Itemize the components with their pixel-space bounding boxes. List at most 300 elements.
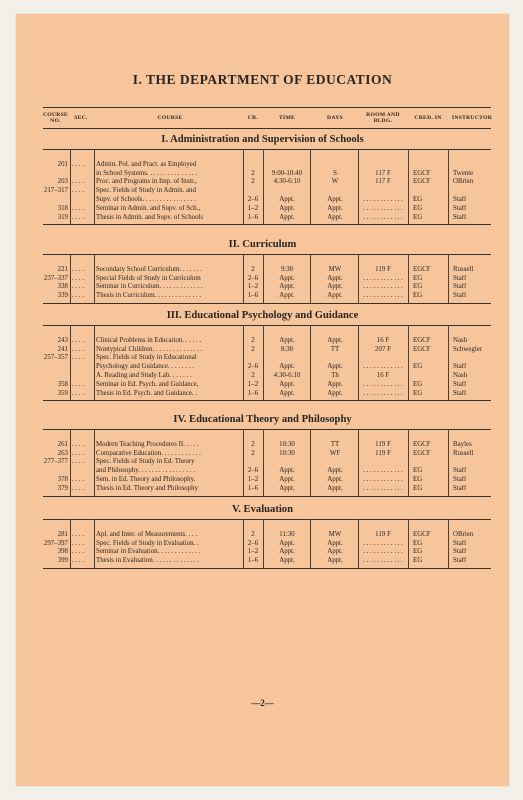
cell-sec (72, 467, 92, 476)
cell-cr: 1–6 (247, 557, 259, 565)
cell-num: 297–397 (43, 539, 68, 547)
cell-num: 243 (57, 336, 68, 344)
section-rule (43, 519, 491, 520)
cell-days: MW (328, 530, 342, 538)
cell-room: 207 F (375, 345, 391, 353)
cell-course: Spec. Fields of Study in Evaluation. . (96, 539, 199, 547)
cell-room: 16 F (376, 372, 390, 379)
cell-instr: Staff (453, 204, 467, 212)
cell-course (96, 257, 244, 266)
cell-cr: 1–2 (247, 380, 259, 388)
cell-time: 4:30-6:10 (273, 178, 301, 186)
section-bottom-rule (43, 496, 491, 497)
cell-num: 398 (57, 548, 68, 556)
cell-sec: . . . . (72, 265, 85, 273)
page-title: I. THE DEPARTMENT OF EDUCATION (132, 72, 393, 87)
catalog-page (16, 14, 509, 786)
column-divider (358, 519, 359, 568)
cell-room (359, 257, 407, 266)
cell-sec: . . . . (72, 283, 85, 291)
column-divider (408, 149, 409, 224)
table-row (43, 458, 491, 467)
cell-course: Spec. Fields of Study in Admin. and (96, 187, 196, 195)
cell-cred: EG (413, 476, 423, 483)
cell-time: Appt. (279, 484, 295, 492)
cell-time: 10:30 (279, 440, 295, 448)
column-divider (94, 325, 95, 400)
column-divider (448, 149, 449, 224)
cell-cred: EGCF (413, 336, 431, 344)
table-row (43, 187, 491, 196)
cell-days: Appt. (327, 484, 343, 492)
cell-sec: . . . . (72, 458, 85, 466)
cell-instr (449, 161, 499, 170)
cell-course: Apl. and Inter. of Measurements. . . . (96, 530, 198, 538)
column-divider (243, 149, 244, 224)
cell-time: Appt. (279, 548, 295, 556)
cell-course: Seminar in Ed. Psych. and Guidance, (96, 380, 199, 388)
cell-sec: . . . . (72, 160, 85, 168)
cell-days: MW (328, 265, 342, 273)
cell-course: Proc. and Programs in Imp. of Instr., (96, 178, 197, 186)
header-instructor: INSTRUCTOR (451, 114, 493, 121)
cell-course: Admin. Pol. and Pract. as Employed (96, 160, 197, 168)
section-title: I. Administration and Supervision of Schools (161, 134, 364, 145)
cell-time: Appt. (279, 196, 295, 203)
cell-cr: 2–6 (247, 196, 259, 203)
page-number: —2— (251, 698, 274, 708)
cell-time (264, 187, 310, 196)
cell-room: 119 F (375, 265, 391, 273)
table-row (43, 441, 491, 450)
cell-instr: Staff (453, 467, 467, 475)
cell-time: 9:00-10:40 (271, 169, 303, 177)
cell-instr: Bayles (453, 440, 472, 448)
cell-time: Appt. (279, 204, 295, 212)
cell-instr (449, 458, 499, 467)
cell-cred: EGCF (413, 265, 431, 273)
section-rule (43, 325, 491, 326)
cell-num (43, 170, 68, 179)
cell-cred (410, 458, 449, 467)
cell-cred: EGCF (413, 440, 431, 448)
cell-cred: EG (413, 213, 423, 221)
cell-sec (72, 328, 92, 337)
cell-cred: EGCF (413, 169, 431, 177)
cell-time: 8:30 (280, 345, 294, 353)
cell-room (359, 187, 407, 196)
cell-time: 4:30-6:10 (273, 372, 301, 379)
cell-instr (449, 257, 499, 266)
cell-days (311, 458, 359, 467)
column-divider (70, 254, 71, 303)
cell-sec: . . . . (72, 476, 85, 483)
column-divider (94, 254, 95, 303)
cell-days: S (333, 169, 337, 177)
cell-num (43, 522, 68, 531)
cell-sec: . . . . (72, 187, 85, 195)
column-divider (243, 325, 244, 400)
cell-cred: EG (413, 467, 423, 475)
table-row (43, 152, 491, 161)
cell-cr: 2 (251, 169, 255, 177)
cell-sec (72, 257, 92, 266)
cell-num (43, 363, 68, 372)
column-divider (448, 254, 449, 303)
cell-instr: Staff (453, 539, 467, 547)
cell-instr (449, 432, 499, 441)
cell-room (359, 161, 407, 170)
cell-course: Spec. Fields of Study in Educational (96, 354, 197, 362)
cell-num: 261 (57, 440, 68, 448)
cell-days (311, 522, 359, 531)
cell-cred (410, 372, 449, 381)
table-row (43, 476, 491, 485)
cell-cr: 1–2 (247, 283, 259, 291)
cell-cred: EGCF (413, 530, 431, 538)
cell-room: . . . . . . . . . . . . (363, 476, 403, 483)
cell-cr: 1–2 (247, 548, 259, 556)
header-course: COURSE (157, 114, 183, 121)
cell-cr (244, 432, 262, 441)
cell-instr: OBrien (453, 530, 474, 538)
cell-course: Seminar in Evaluation. . . . . . . . . . . . . (96, 548, 201, 556)
cell-days (311, 432, 359, 441)
cell-sec: . . . . (72, 274, 85, 282)
cell-sec (72, 372, 92, 381)
cell-room: 117 F (375, 178, 391, 186)
section-title: IV. Educational Theory and Philosophy (173, 414, 352, 425)
cell-room: 119 F (375, 440, 391, 448)
cell-sec (72, 522, 92, 531)
cell-num: 281 (57, 530, 68, 538)
cell-sec (72, 432, 92, 441)
table-row (43, 337, 491, 346)
cell-sec: . . . . (72, 557, 85, 565)
cell-course: Special Fields of Study in Curriculum (96, 274, 201, 282)
cell-days (311, 328, 359, 337)
cell-cr: 1–2 (247, 204, 259, 212)
cell-course (96, 432, 244, 441)
table-row (43, 381, 491, 390)
column-divider (263, 519, 264, 568)
cell-sec (72, 196, 92, 205)
column-header-row (43, 107, 491, 129)
cell-days: Appt. (327, 292, 343, 300)
cell-instr: Staff (453, 213, 467, 221)
section-bottom-rule (43, 224, 491, 225)
cell-course: Nontypical Children. . . . . . . . . . . . . . . (96, 345, 203, 353)
table-row (43, 363, 491, 372)
header-course-no: COURSE NO. (42, 111, 69, 124)
cell-cred: EG (413, 363, 423, 371)
cell-cred: EG (413, 548, 423, 556)
cell-days: Appt. (327, 274, 343, 282)
cell-instr: Nash (453, 372, 468, 379)
column-divider (94, 429, 95, 496)
table-row (43, 540, 491, 549)
cell-sec: . . . . (72, 449, 85, 457)
header-room: ROOM AND BLDG. (366, 111, 400, 124)
cell-cr: 2 (251, 372, 255, 379)
cell-days: Appt. (327, 539, 343, 547)
cell-time: Appt. (279, 213, 295, 221)
table-row (43, 178, 491, 187)
cell-time: Appt. (279, 557, 295, 565)
cell-cred: EG (413, 196, 423, 203)
column-divider (263, 325, 264, 400)
cell-time (264, 458, 310, 467)
column-divider (310, 325, 311, 400)
cell-days: Appt. (327, 476, 343, 483)
cell-instr: Staff (453, 557, 467, 565)
cell-cr: 2–6 (247, 467, 259, 475)
cell-time: 10:30 (279, 449, 295, 457)
cell-instr: Nash (453, 336, 468, 344)
cell-cr: 2–6 (247, 274, 259, 282)
cell-room (359, 152, 407, 161)
table-row (43, 390, 491, 399)
cell-cred: EGCF (413, 345, 431, 353)
cell-sec: . . . . (72, 530, 85, 538)
cell-time: Appt. (279, 539, 295, 547)
cell-cred: EG (413, 274, 423, 282)
table-row (43, 467, 491, 476)
cell-course: in School Systems. . . . . . . . . . . . . . . (96, 169, 197, 177)
cell-sec: . . . . (72, 539, 85, 547)
cell-room: . . . . . . . . . . . . (363, 557, 403, 565)
table-row (43, 522, 491, 531)
cell-cr (244, 161, 262, 170)
cell-course: Clinical Problems in Education. . . . . . (96, 336, 202, 344)
cell-cr: 2 (251, 449, 255, 457)
header-sec: SEC. (74, 114, 88, 121)
table-row (43, 283, 491, 292)
column-divider (310, 429, 311, 496)
cell-room: . . . . . . . . . . . . (363, 196, 403, 203)
cell-time: Appt. (279, 274, 295, 282)
table-row (43, 485, 491, 494)
cell-instr: Schwegler (453, 345, 483, 353)
cell-cr: 2 (251, 345, 255, 353)
cell-num: 241 (57, 345, 68, 353)
column-divider (243, 429, 244, 496)
cell-cred (410, 328, 449, 337)
column-divider (70, 149, 71, 224)
cell-instr: Russell (453, 265, 474, 273)
cell-course: Seminar in Curriculum. . . . . . . . . . . . . (96, 283, 203, 291)
column-divider (358, 429, 359, 496)
cell-days: Th (331, 372, 339, 379)
column-divider (408, 519, 409, 568)
table-row (43, 531, 491, 540)
column-divider (310, 519, 311, 568)
header-cred-in: CRED. IN (414, 114, 442, 121)
cell-num: 318 (57, 204, 68, 212)
column-divider (408, 429, 409, 496)
cell-cr (244, 354, 262, 363)
cell-course: Secondary School Curriculum. . . . . . . (96, 265, 202, 273)
column-divider (70, 429, 71, 496)
table-row (43, 257, 491, 266)
cell-room: . . . . . . . . . . . . (363, 283, 403, 291)
cell-days: Appt. (327, 336, 343, 344)
cell-time: Appt. (279, 380, 295, 388)
table-row (43, 354, 491, 363)
cell-room: . . . . . . . . . . . . (363, 484, 403, 492)
cell-course (96, 152, 244, 161)
cell-time (264, 161, 310, 170)
cell-instr: Staff (453, 292, 467, 300)
cell-cr (244, 187, 262, 196)
cell-days: W (331, 178, 339, 186)
cell-cr: 2–6 (247, 363, 259, 371)
cell-course: Sem. in Ed. Theory and Philosophy. (96, 476, 196, 483)
cell-cr: 1–6 (247, 213, 259, 221)
cell-num: 201 (57, 160, 68, 168)
cell-instr: Staff (453, 363, 467, 371)
column-divider (310, 254, 311, 303)
cell-cr: 2 (251, 440, 255, 448)
cell-days (311, 187, 359, 196)
table-row (43, 548, 491, 557)
cell-sec (72, 152, 92, 161)
section-title: V. Evaluation (231, 504, 294, 515)
cell-days: WF (329, 449, 341, 457)
section-bottom-rule (43, 400, 491, 401)
cell-days (311, 152, 359, 161)
column-divider (263, 429, 264, 496)
cell-num (43, 196, 68, 205)
cell-room: . . . . . . . . . . . . (363, 380, 403, 388)
cell-num: 379 (57, 484, 68, 492)
cell-cred (410, 432, 449, 441)
cell-num: 319 (57, 213, 68, 221)
cell-instr (449, 152, 499, 161)
cell-time (264, 354, 310, 363)
cell-time (264, 522, 310, 531)
section-rule (43, 254, 491, 255)
table-row (43, 346, 491, 355)
cell-instr: Staff (453, 196, 467, 203)
cell-course: Spec. Fields of Study in Ed. Theory (96, 458, 195, 466)
cell-cred: EGCF (413, 178, 431, 186)
cell-sec: . . . . (72, 484, 85, 492)
header-time: TIME (278, 114, 296, 121)
section-title: II. Curriculum (228, 239, 297, 250)
cell-cr: 2–6 (247, 539, 259, 547)
cell-course: Comparative Education. . . . . . . . . . . . (96, 449, 201, 457)
cell-course: and Philosophy. . . . . . . . . . . . . . . . . (96, 467, 196, 475)
table-row (43, 292, 491, 301)
column-divider (263, 254, 264, 303)
column-divider (448, 325, 449, 400)
column-divider (94, 149, 95, 224)
cell-cr: 2 (251, 530, 255, 538)
cell-num: 257–357 (43, 354, 68, 362)
cell-sec: . . . . (72, 213, 85, 221)
cell-sec: . . . . (72, 178, 85, 186)
cell-instr (449, 522, 499, 531)
section-rule (43, 429, 491, 430)
cell-instr: Staff (453, 283, 467, 291)
cell-cred (410, 354, 449, 363)
section-bottom-rule (43, 568, 491, 569)
cell-cr: 1–6 (247, 292, 259, 300)
cell-course: Thesis in Evaluation. . . . . . . . . . . . . . (96, 557, 200, 565)
cell-instr (449, 187, 499, 196)
cell-course (96, 328, 244, 337)
cell-room: . . . . . . . . . . . . (363, 539, 403, 547)
cell-cred (410, 161, 449, 170)
cell-cr: 1–2 (247, 476, 259, 483)
column-divider (408, 325, 409, 400)
cell-sec: . . . . (72, 345, 85, 353)
column-divider (358, 149, 359, 224)
cell-num: 263 (57, 449, 68, 457)
cell-cred: EG (413, 292, 423, 300)
cell-time: Appt. (279, 476, 295, 483)
cell-num: 217–317 (43, 187, 68, 195)
column-divider (94, 519, 95, 568)
cell-days: Appt. (327, 380, 343, 388)
cell-days: Appt. (327, 363, 343, 371)
cell-room: . . . . . . . . . . . . (363, 548, 403, 556)
cell-time: Appt. (279, 467, 295, 475)
cell-cred (410, 187, 449, 196)
cell-room: . . . . . . . . . . . . (363, 363, 403, 371)
column-divider (408, 254, 409, 303)
column-divider (243, 254, 244, 303)
table-row (43, 214, 491, 223)
cell-cred (410, 522, 449, 531)
cell-room: . . . . . . . . . . . . (363, 292, 403, 300)
cell-cr (244, 328, 262, 337)
cell-course: Psychology and Guidance. . . . . . . . (96, 363, 194, 371)
table-row (43, 170, 491, 179)
cell-time: Appt. (279, 389, 295, 397)
table-row (43, 196, 491, 205)
cell-instr: Staff (453, 476, 467, 483)
cell-num: 359 (57, 389, 68, 397)
cell-days: TT (330, 440, 340, 448)
cell-room (359, 522, 407, 531)
cell-course: Thesis in Ed. Theory and Philosophy (96, 484, 199, 492)
cell-cred: EG (413, 389, 423, 397)
cell-num: 378 (57, 476, 68, 483)
cell-room (359, 458, 407, 467)
cell-sec (72, 363, 92, 372)
cell-time: Appt. (279, 292, 295, 300)
section-bottom-rule (43, 303, 491, 304)
cell-course: Thesis in Curriculum. . . . . . . . . . . . . . (96, 292, 202, 300)
cell-num: 339 (57, 292, 68, 300)
cell-instr: Staff (453, 389, 467, 397)
cell-days: Appt. (327, 204, 343, 212)
column-divider (448, 519, 449, 568)
cell-room: . . . . . . . . . . . . (363, 274, 403, 282)
cell-cred: EG (413, 283, 423, 291)
cell-days (311, 354, 359, 363)
cell-num (43, 152, 68, 161)
column-divider (448, 429, 449, 496)
cell-instr: Russell (453, 449, 474, 457)
cell-cr (244, 458, 262, 467)
cell-num: 221 (57, 265, 68, 273)
column-divider (70, 325, 71, 400)
cell-cr (244, 522, 262, 531)
table-row (43, 372, 491, 381)
